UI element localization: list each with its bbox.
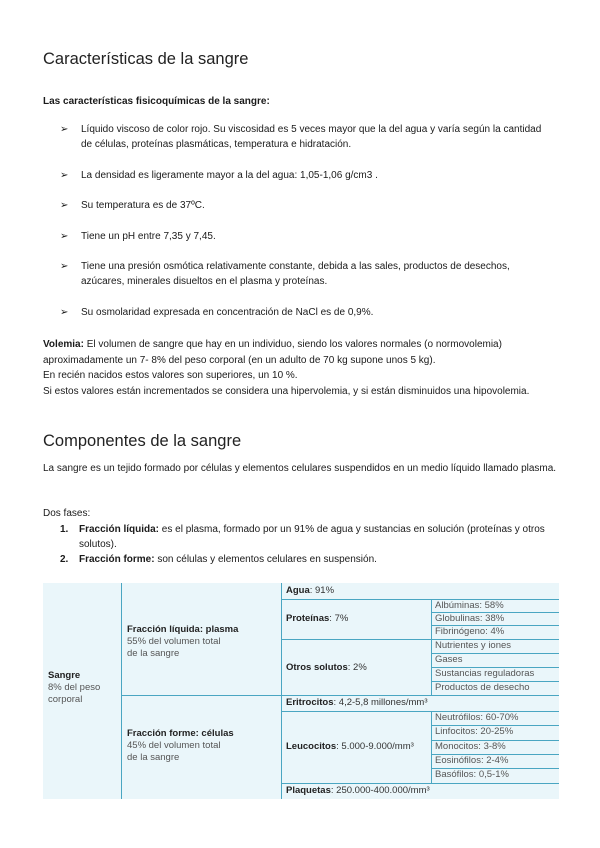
volemia-label: Volemia: <box>43 339 84 350</box>
hypervolemia-text: Si estos valores están incrementados se considera una hipervolemia, y si están disminuidos una hipovolemia. <box>43 385 530 397</box>
components-intro: La sangre es un tejido formado por células y elementos celulares suspendidos en un medio líquido llamado plasma. <box>43 463 557 474</box>
table-cell-fraccion-liquida: Fracción líquida: plasma 55% del volumen total de la sangre <box>127 624 239 659</box>
table-cell-agua: Agua: 91% <box>286 585 335 596</box>
table-cell-fibrinogeno: Fibrinógeno: 4% <box>435 626 505 637</box>
volemia-text: El volumen de sangre que hay en un individuo, siendo los valores normales (o normovolemia) aproximadamente un 7- 8% del peso corporal (en un adulto de 70 kg supone unos 5 kg). <box>43 339 502 366</box>
table-cell-globulinas: Globulinas: 38% <box>435 613 505 624</box>
list-item: ➢ Su temperatura es de 37ºC. <box>60 200 205 211</box>
table-cell-albuminas: Albúminas: 58% <box>435 600 504 611</box>
table-cell-leucocitos: Leucocitos: 5.000-9.000/mm³ <box>286 741 414 752</box>
blood-composition-table <box>43 583 559 799</box>
arrow-bullet-icon: ➢ <box>60 230 69 242</box>
table-cell-neutrofilos: Neutrófilos: 60-70% <box>435 712 519 723</box>
arrow-bullet-icon: ➢ <box>60 261 69 272</box>
volemia-paragraph <box>43 337 558 368</box>
section-title-caracteristicas: Características de la sangre <box>43 50 249 68</box>
list-item: ➢ Tiene una presión osmótica relativamente constante, debida a las sales, productos de desechos, azúcares, minerales disueltos en el plasma y proteínas. <box>60 261 510 287</box>
table-cell-otros-solutos: Otros solutos: 2% <box>286 662 367 673</box>
table-cell-eosinofilos: Eosinófilos: 2-4% <box>435 755 509 766</box>
table-cell-productos: Productos de desecho <box>435 682 530 693</box>
table-cell-proteinas: Proteínas: 7% <box>286 613 349 624</box>
list-item: 2. Fracción forme: son células y elementos celulares en suspensión. <box>60 554 377 565</box>
list-item: 1. Fracción líquida: es el plasma, formado por un 91% de agua y sustancias en solución (proteínas y otros solutos). <box>60 524 545 550</box>
table-cell-plaquetas: Plaquetas: 250.000-400.000/mm³ <box>286 785 430 796</box>
arrow-bullet-icon: ➢ <box>60 306 69 318</box>
list-item: ➢ La densidad es ligeramente mayor a la del agua: 1,05-1,06 g/cm3 . <box>60 169 378 181</box>
phases-list <box>60 522 550 567</box>
newborn-text: En recién nacidos estos valores son superiores, un 10 %. <box>43 370 298 381</box>
phases-intro: Dos fases: <box>43 508 91 519</box>
table-cell-monocitos: Monocitos: 3-8% <box>435 741 506 752</box>
table-cell-fraccion-forme: Fracción forme: células 45% del volumen total de la sangre <box>127 728 234 763</box>
section-title-componentes: Componentes de la sangre <box>43 432 242 450</box>
subtitle-fisicoquimicas: Las características fisicoquímicas de la sangre: <box>43 96 270 107</box>
table-cell-sustancias: Sustancias reguladoras <box>435 668 535 679</box>
list-item: ➢ Su osmolaridad expresada en concentración de NaCl es de 0,9%. <box>60 306 374 318</box>
arrow-bullet-icon: ➢ <box>60 169 69 181</box>
table-cell-linfocitos: Linfocitos: 20-25% <box>435 726 514 737</box>
arrow-bullet-icon: ➢ <box>60 124 69 135</box>
list-item: ➢ Tiene un pH entre 7,35 y 7,45. <box>60 230 216 242</box>
table-cell-nutrientes: Nutrientes y iones <box>435 640 512 651</box>
table-cell-gases: Gases <box>435 654 463 665</box>
arrow-bullet-icon: ➢ <box>60 200 69 211</box>
table-cell-sangre: Sangre 8% del peso corporal <box>48 670 101 705</box>
table-cell-basofilos: Basófilos: 0,5-1% <box>435 769 509 780</box>
list-item: ➢ Líquido viscoso de color rojo. Su viscosidad es 5 veces mayor que la del agua y varía según la cantidad de células, proteínas plasmáticas, temperatura e hidratación. <box>60 124 542 150</box>
properties-list <box>60 122 550 335</box>
table-cell-eritrocitos: Eritrocitos: 4,2-5,8 millones/mm³ <box>286 697 428 708</box>
